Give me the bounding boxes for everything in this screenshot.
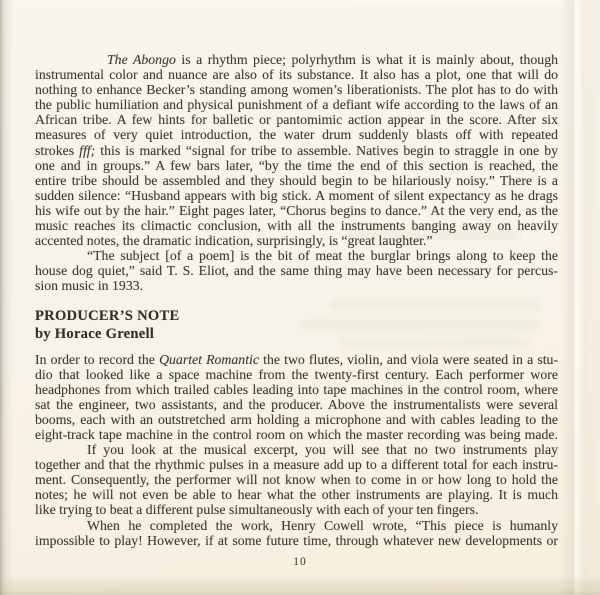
page-crease-right (560, 0, 600, 595)
text-line: entire tribe should be assembled and they should begin to be hilariously noisy.” There is a (35, 172, 558, 188)
text-line: music reaches its climactic conclusion, with all the instruments banging away on heavily (35, 218, 558, 234)
body-text (35, 52, 558, 548)
text-line: If you look at the musical excerpt, you will see that no two instruments play (87, 442, 558, 458)
text-line: sudden silence: “Husband appears with big stick. A moment of silent expectancy as he drags (35, 187, 558, 203)
text-line: sion music in 1933. (35, 278, 144, 294)
text-line: instrumental color and nuance are also of its substance. It also has a plot, one that will do (35, 67, 558, 83)
paragraph (35, 248, 558, 293)
text-line: the public humiliation and physical punishment of a defiant wife according to the laws of an (35, 97, 558, 113)
text-line: like trying to beat a different pulse simultaneously with each of your ten fingers. (35, 502, 479, 518)
text-line: impossible to play! However, if at some future time, through whatever new developments or (35, 532, 558, 548)
text-line: together and that the rhythmic pulses in a measure add up to a different total for each instru- (35, 457, 558, 473)
text-line: his wife out by the hair.” Eight pages later, “Chorus begins to dance.” At the very end, as the (35, 202, 558, 218)
text-line: booms, each with an outstretched arm holding a microphone and with cables leading to the (35, 411, 558, 427)
text-line: house dog quiet,” said T. S. Eliot, and the same thing may have been necessary for percus- (35, 263, 558, 279)
paragraph (35, 52, 558, 248)
text-line: “The subject [of a poem] is the bit of meat the burglar brings along to keep the (87, 248, 558, 264)
text-line: nothing to enhance Becker’s standing among women’s liberationists. The plot has to do with (35, 82, 558, 98)
text-line: headphones from which trailed cables leading into tape machines in the control room, where (35, 381, 558, 397)
text-line: measures of very quiet introduction, the water drum suddenly blasts off with repeated (35, 127, 558, 143)
text-line: African tribe. A few hints for balletic or pantomimic action appear in the score. After six (35, 112, 558, 128)
paragraph (35, 442, 558, 517)
text-line: The Abongo is a rhythm piece; polyrhythm is what it is mainly about, though (107, 52, 558, 67)
paragraph (35, 352, 558, 443)
heading-line: PRODUCER’S NOTE (35, 307, 180, 324)
paragraph (35, 518, 558, 548)
text-line: accented notes, the dramatic indication, surprisingly, is “great laughter.” (35, 233, 433, 249)
page-left-edge-shadow (0, 0, 14, 595)
text-line: dio that looked like a space machine from the twenty-first century. Each performer wore (35, 366, 558, 382)
text-line: sat the engineer, two assistants, and the producer. Above the instrumentalists were several (35, 396, 558, 412)
text-line: strokes fff; this is marked “signal for tribe to assemble. Natives begin to straggle in one by (35, 142, 558, 158)
page-number: 10 (293, 556, 307, 568)
page-bottom-edge-shadow (0, 575, 600, 595)
text-line: notes; he will not even be able to hear what the other instruments are playing. It is much (35, 487, 558, 503)
text-line: ment. Consequently, the performer will not know when to come in or how long to hold the (35, 472, 558, 488)
producers-note-heading (35, 307, 558, 343)
text-line: In order to record the Quartet Romantic the two flutes, violin, and viola were seated in a stu- (35, 351, 559, 367)
byline: by Horace Grenell (35, 325, 155, 342)
page-top-edge-highlight (0, 0, 600, 4)
text-line: When he completed the work, Henry Cowell wrote, “This piece is humanly (87, 517, 558, 533)
text-line: eight-track tape machine in the control room on which the master recording was being made. (35, 426, 558, 442)
text-line: one and in groups.” A few bars later, “by the time the end of this section is reached, the (35, 157, 558, 173)
